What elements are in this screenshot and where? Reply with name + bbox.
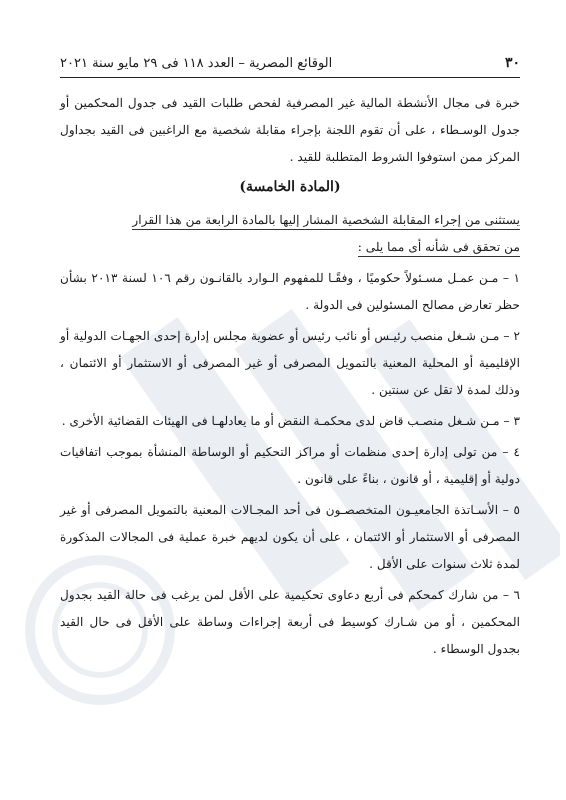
list-item-5: ٥ – الأسـاتذة الجامعيـون المتخصصـون فى أحد المجـالات المعنية بالتمويل المصرفى أو غير المصرفى أو الاستثمار أو الائتمان ، على أن يكون لديهم خبرة عملية فى المجالات المذكورة لمدة ثلاث سنوات على الأقل . [60, 503, 520, 571]
exemption-line-2-text: من تحقق فى شأنه أى مما يلى : [358, 240, 520, 257]
page-number: ٣٠ [504, 55, 520, 71]
exemption-line-1 [60, 207, 520, 234]
list-item-1: ١ – مـن عمـل مسـئولاً حكوميًا ، وفقًـا للمفهوم الـوارد بالقانـون رقم ١٠٦ لسنة ٢٠١٣ بشأن حظر تعارض مصالح المسئولين فى الدولة . [60, 271, 520, 312]
list-item-6: ٦ – من شارك كمحكم فى أربع دعاوى تحكيمية على الأقل لمن يرغب فى حالة القيد بجدول المحكمين ، أو من شـارك كوسيط فى أربعة إجراءات وساطة على الأقل فى حال القيد بجدول الوسطاء . [60, 588, 520, 656]
intro-paragraph: خبرة فى مجال الأنشطة المالية غير المصرفية لفحص طلبات القيد فى جدول المحكمين أو جدول الوسـطاء ، على أن تقوم اللجنة بإجراء مقابلة شخصية مع الراغبين فى القيد بجداول المركز ممن استوفوا الشروط المتطلبة للقيد . [60, 96, 520, 164]
exemption-line-2 [60, 234, 520, 261]
list-item-2: ٢ – مـن شـغل منصب رئيـس أو نائب رئيس أو عضوية مجلس إدارة إحدى الجهـات الدولية أو الإقليمية أو المحلية المعنية بالتمويل المصرفى أو غير المصرفى أو الاستثمار أو الائتمان ، وذلك لمدة لا تقل عن سنتين . [60, 329, 520, 397]
publication-title: الوقائع المصرية – العدد ١١٨ فى ٢٩ مايو سنة ٢٠٢١ [60, 55, 333, 71]
list-item-4: ٤ – من تولى إدارة إحدى منظمات أو مراكز التحكيم أو الوساطة المنشأة بموجب اتفاقيات دولية أو إقليمية ، أو قانون ، بناءً على قانون . [60, 445, 520, 486]
article-title: (المادة الخامسة) [239, 179, 341, 195]
page-header [60, 55, 520, 78]
exemption-line-1-text: يستثنى من إجراء المقابلة الشخصية المشار إليها بالمادة الرابعة من هذا القرار [132, 213, 520, 230]
list-item-3: ٣ – مـن شـغل منصـب قاض لدى محكمـة النقض أو ما يعادلهـا فى الهيئات القضائية الأخرى . [61, 414, 520, 428]
document-page [60, 55, 520, 663]
